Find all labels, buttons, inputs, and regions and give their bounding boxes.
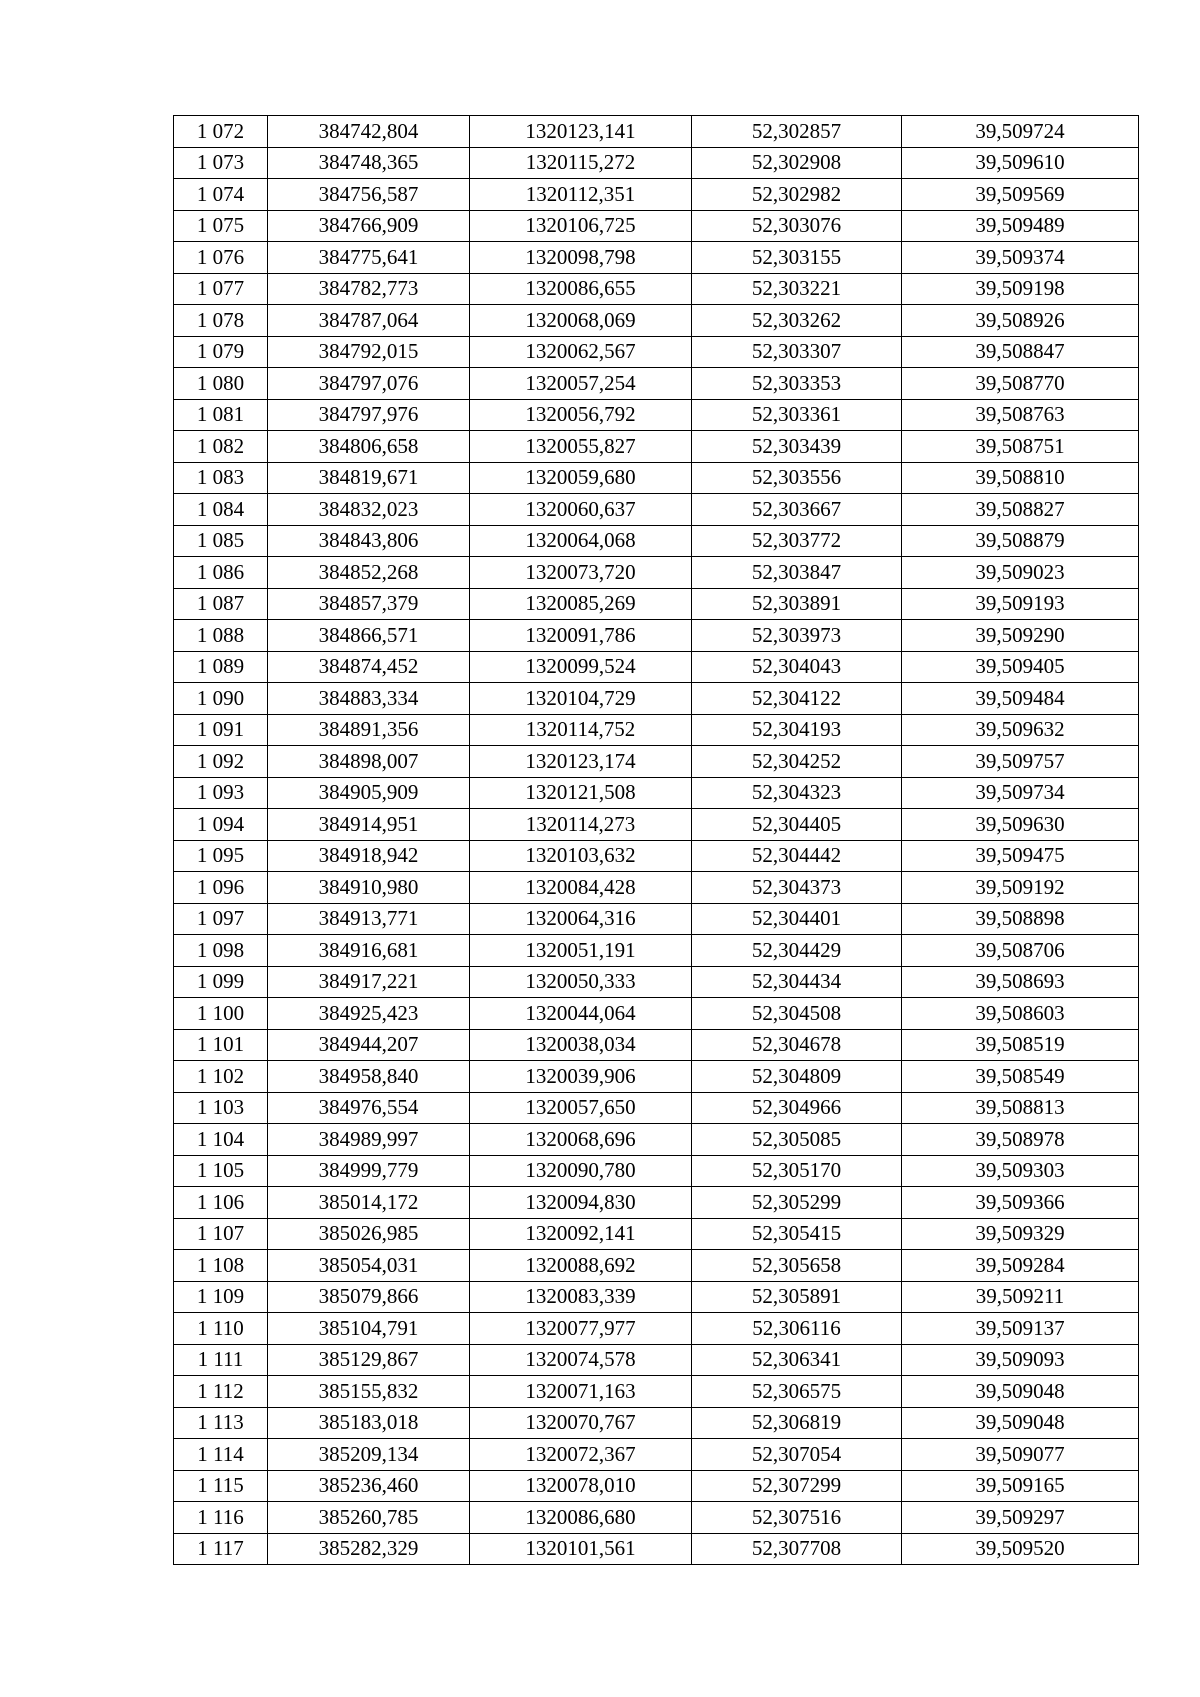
latitude-cell: 52,303262 (692, 305, 902, 337)
latitude-cell: 52,303155 (692, 242, 902, 274)
latitude-cell: 52,303667 (692, 494, 902, 526)
latitude-cell: 52,306341 (692, 1344, 902, 1376)
latitude-cell: 52,305658 (692, 1250, 902, 1282)
point-number-cell: 1 101 (174, 1029, 268, 1061)
latitude-cell: 52,304434 (692, 966, 902, 998)
table-row (174, 1407, 1139, 1439)
point-number-cell: 1 111 (174, 1344, 268, 1376)
latitude-cell: 52,302857 (692, 116, 902, 148)
latitude-cell: 52,304405 (692, 809, 902, 841)
point-number-cell: 1 088 (174, 620, 268, 652)
y-coordinate-cell: 1320101,561 (470, 1533, 692, 1565)
longitude-cell: 39,509297 (902, 1502, 1139, 1534)
point-number-cell: 1 087 (174, 588, 268, 620)
y-coordinate-cell: 1320090,780 (470, 1155, 692, 1187)
y-coordinate-cell: 1320070,767 (470, 1407, 692, 1439)
x-coordinate-cell: 384843,806 (268, 525, 470, 557)
y-coordinate-cell: 1320068,696 (470, 1124, 692, 1156)
point-number-cell: 1 086 (174, 557, 268, 589)
table-row (174, 1533, 1139, 1565)
longitude-cell: 39,509630 (902, 809, 1139, 841)
point-number-cell: 1 108 (174, 1250, 268, 1282)
table-row (174, 588, 1139, 620)
longitude-cell: 39,508847 (902, 336, 1139, 368)
y-coordinate-cell: 1320072,367 (470, 1439, 692, 1471)
latitude-cell: 52,303439 (692, 431, 902, 463)
y-coordinate-cell: 1320050,333 (470, 966, 692, 998)
point-number-cell: 1 103 (174, 1092, 268, 1124)
point-number-cell: 1 084 (174, 494, 268, 526)
table-row (174, 525, 1139, 557)
latitude-cell: 52,305085 (692, 1124, 902, 1156)
longitude-cell: 39,508770 (902, 368, 1139, 400)
y-coordinate-cell: 1320083,339 (470, 1281, 692, 1313)
table-row (174, 872, 1139, 904)
point-number-cell: 1 105 (174, 1155, 268, 1187)
longitude-cell: 39,509569 (902, 179, 1139, 211)
longitude-cell: 39,509048 (902, 1376, 1139, 1408)
point-number-cell: 1 099 (174, 966, 268, 998)
x-coordinate-cell: 384775,641 (268, 242, 470, 274)
point-number-cell: 1 079 (174, 336, 268, 368)
table-row (174, 1061, 1139, 1093)
y-coordinate-cell: 1320051,191 (470, 935, 692, 967)
table-row (174, 714, 1139, 746)
latitude-cell: 52,302982 (692, 179, 902, 211)
longitude-cell: 39,509405 (902, 651, 1139, 683)
latitude-cell: 52,303221 (692, 273, 902, 305)
x-coordinate-cell: 384925,423 (268, 998, 470, 1030)
x-coordinate-cell: 384914,951 (268, 809, 470, 841)
longitude-cell: 39,509023 (902, 557, 1139, 589)
x-coordinate-cell: 385183,018 (268, 1407, 470, 1439)
x-coordinate-cell: 384958,840 (268, 1061, 470, 1093)
point-number-cell: 1 116 (174, 1502, 268, 1534)
longitude-cell: 39,508827 (902, 494, 1139, 526)
latitude-cell: 52,304193 (692, 714, 902, 746)
x-coordinate-cell: 384857,379 (268, 588, 470, 620)
point-number-cell: 1 077 (174, 273, 268, 305)
point-number-cell: 1 096 (174, 872, 268, 904)
latitude-cell: 52,304122 (692, 683, 902, 715)
latitude-cell: 52,304966 (692, 1092, 902, 1124)
y-coordinate-cell: 1320091,786 (470, 620, 692, 652)
longitude-cell: 39,509077 (902, 1439, 1139, 1471)
x-coordinate-cell: 384766,909 (268, 210, 470, 242)
longitude-cell: 39,509192 (902, 872, 1139, 904)
x-coordinate-cell: 384999,779 (268, 1155, 470, 1187)
longitude-cell: 39,509211 (902, 1281, 1139, 1313)
latitude-cell: 52,303307 (692, 336, 902, 368)
table-row (174, 809, 1139, 841)
x-coordinate-cell: 384898,007 (268, 746, 470, 778)
latitude-cell: 52,303556 (692, 462, 902, 494)
x-coordinate-cell: 384918,942 (268, 840, 470, 872)
x-coordinate-cell: 384797,076 (268, 368, 470, 400)
y-coordinate-cell: 1320044,064 (470, 998, 692, 1030)
longitude-cell: 39,509193 (902, 588, 1139, 620)
point-number-cell: 1 073 (174, 147, 268, 179)
table-row (174, 557, 1139, 589)
point-number-cell: 1 078 (174, 305, 268, 337)
x-coordinate-cell: 385026,985 (268, 1218, 470, 1250)
table-row (174, 431, 1139, 463)
table-row (174, 1281, 1139, 1313)
longitude-cell: 39,508810 (902, 462, 1139, 494)
y-coordinate-cell: 1320086,655 (470, 273, 692, 305)
x-coordinate-cell: 384806,658 (268, 431, 470, 463)
x-coordinate-cell: 385155,832 (268, 1376, 470, 1408)
longitude-cell: 39,509724 (902, 116, 1139, 148)
latitude-cell: 52,307516 (692, 1502, 902, 1534)
table-row (174, 683, 1139, 715)
table-row (174, 210, 1139, 242)
point-number-cell: 1 102 (174, 1061, 268, 1093)
longitude-cell: 39,509734 (902, 777, 1139, 809)
latitude-cell: 52,305170 (692, 1155, 902, 1187)
latitude-cell: 52,304043 (692, 651, 902, 683)
table-row (174, 273, 1139, 305)
y-coordinate-cell: 1320123,174 (470, 746, 692, 778)
x-coordinate-cell: 384832,023 (268, 494, 470, 526)
y-coordinate-cell: 1320103,632 (470, 840, 692, 872)
longitude-cell: 39,508813 (902, 1092, 1139, 1124)
point-number-cell: 1 083 (174, 462, 268, 494)
point-number-cell: 1 110 (174, 1313, 268, 1345)
longitude-cell: 39,509048 (902, 1407, 1139, 1439)
longitude-cell: 39,509137 (902, 1313, 1139, 1345)
y-coordinate-cell: 1320064,316 (470, 903, 692, 935)
table-row (174, 179, 1139, 211)
table-row (174, 1187, 1139, 1219)
longitude-cell: 39,509610 (902, 147, 1139, 179)
y-coordinate-cell: 1320085,269 (470, 588, 692, 620)
latitude-cell: 52,303076 (692, 210, 902, 242)
y-coordinate-cell: 1320098,798 (470, 242, 692, 274)
longitude-cell: 39,509290 (902, 620, 1139, 652)
point-number-cell: 1 107 (174, 1218, 268, 1250)
point-number-cell: 1 115 (174, 1470, 268, 1502)
table-row (174, 305, 1139, 337)
table-row (174, 336, 1139, 368)
point-number-cell: 1 109 (174, 1281, 268, 1313)
y-coordinate-cell: 1320064,068 (470, 525, 692, 557)
longitude-cell: 39,508603 (902, 998, 1139, 1030)
longitude-cell: 39,509632 (902, 714, 1139, 746)
coordinates-table (173, 115, 1139, 1565)
point-number-cell: 1 076 (174, 242, 268, 274)
coordinates-table-body (174, 116, 1139, 1565)
point-number-cell: 1 104 (174, 1124, 268, 1156)
point-number-cell: 1 097 (174, 903, 268, 935)
latitude-cell: 52,304442 (692, 840, 902, 872)
y-coordinate-cell: 1320092,141 (470, 1218, 692, 1250)
y-coordinate-cell: 1320123,141 (470, 116, 692, 148)
table-row (174, 494, 1139, 526)
latitude-cell: 52,307299 (692, 1470, 902, 1502)
x-coordinate-cell: 384989,997 (268, 1124, 470, 1156)
table-row (174, 966, 1139, 998)
x-coordinate-cell: 385209,134 (268, 1439, 470, 1471)
point-number-cell: 1 074 (174, 179, 268, 211)
x-coordinate-cell: 384866,571 (268, 620, 470, 652)
x-coordinate-cell: 384756,587 (268, 179, 470, 211)
table-row (174, 998, 1139, 1030)
latitude-cell: 52,304373 (692, 872, 902, 904)
point-number-cell: 1 082 (174, 431, 268, 463)
latitude-cell: 52,306819 (692, 1407, 902, 1439)
point-number-cell: 1 091 (174, 714, 268, 746)
table-row (174, 651, 1139, 683)
y-coordinate-cell: 1320038,034 (470, 1029, 692, 1061)
point-number-cell: 1 113 (174, 1407, 268, 1439)
x-coordinate-cell: 384792,015 (268, 336, 470, 368)
longitude-cell: 39,508898 (902, 903, 1139, 935)
latitude-cell: 52,303891 (692, 588, 902, 620)
y-coordinate-cell: 1320114,273 (470, 809, 692, 841)
point-number-cell: 1 112 (174, 1376, 268, 1408)
y-coordinate-cell: 1320059,680 (470, 462, 692, 494)
latitude-cell: 52,305299 (692, 1187, 902, 1219)
y-coordinate-cell: 1320104,729 (470, 683, 692, 715)
longitude-cell: 39,509520 (902, 1533, 1139, 1565)
y-coordinate-cell: 1320060,637 (470, 494, 692, 526)
longitude-cell: 39,509198 (902, 273, 1139, 305)
table-row (174, 116, 1139, 148)
latitude-cell: 52,302908 (692, 147, 902, 179)
x-coordinate-cell: 384742,804 (268, 116, 470, 148)
point-number-cell: 1 085 (174, 525, 268, 557)
table-row (174, 399, 1139, 431)
table-row (174, 462, 1139, 494)
x-coordinate-cell: 384748,365 (268, 147, 470, 179)
table-row (174, 777, 1139, 809)
latitude-cell: 52,306575 (692, 1376, 902, 1408)
y-coordinate-cell: 1320057,254 (470, 368, 692, 400)
y-coordinate-cell: 1320068,069 (470, 305, 692, 337)
point-number-cell: 1 106 (174, 1187, 268, 1219)
longitude-cell: 39,509303 (902, 1155, 1139, 1187)
y-coordinate-cell: 1320086,680 (470, 1502, 692, 1534)
longitude-cell: 39,508549 (902, 1061, 1139, 1093)
x-coordinate-cell: 385282,329 (268, 1533, 470, 1565)
y-coordinate-cell: 1320115,272 (470, 147, 692, 179)
point-number-cell: 1 072 (174, 116, 268, 148)
longitude-cell: 39,508978 (902, 1124, 1139, 1156)
y-coordinate-cell: 1320094,830 (470, 1187, 692, 1219)
longitude-cell: 39,508751 (902, 431, 1139, 463)
table-row (174, 1092, 1139, 1124)
point-number-cell: 1 089 (174, 651, 268, 683)
point-number-cell: 1 081 (174, 399, 268, 431)
latitude-cell: 52,304508 (692, 998, 902, 1030)
point-number-cell: 1 098 (174, 935, 268, 967)
point-number-cell: 1 100 (174, 998, 268, 1030)
y-coordinate-cell: 1320074,578 (470, 1344, 692, 1376)
table-row (174, 242, 1139, 274)
table-row (174, 935, 1139, 967)
point-number-cell: 1 090 (174, 683, 268, 715)
y-coordinate-cell: 1320084,428 (470, 872, 692, 904)
table-row (174, 620, 1139, 652)
latitude-cell: 52,303772 (692, 525, 902, 557)
x-coordinate-cell: 384917,221 (268, 966, 470, 998)
y-coordinate-cell: 1320055,827 (470, 431, 692, 463)
table-row (174, 1155, 1139, 1187)
latitude-cell: 52,304252 (692, 746, 902, 778)
longitude-cell: 39,508706 (902, 935, 1139, 967)
latitude-cell: 52,303847 (692, 557, 902, 589)
table-row (174, 1470, 1139, 1502)
longitude-cell: 39,509093 (902, 1344, 1139, 1376)
x-coordinate-cell: 384819,671 (268, 462, 470, 494)
x-coordinate-cell: 385236,460 (268, 1470, 470, 1502)
x-coordinate-cell: 384891,356 (268, 714, 470, 746)
point-number-cell: 1 092 (174, 746, 268, 778)
x-coordinate-cell: 384910,980 (268, 872, 470, 904)
latitude-cell: 52,305891 (692, 1281, 902, 1313)
longitude-cell: 39,509374 (902, 242, 1139, 274)
table-row (174, 1439, 1139, 1471)
longitude-cell: 39,509757 (902, 746, 1139, 778)
x-coordinate-cell: 384944,207 (268, 1029, 470, 1061)
longitude-cell: 39,509489 (902, 210, 1139, 242)
x-coordinate-cell: 384916,681 (268, 935, 470, 967)
y-coordinate-cell: 1320112,351 (470, 179, 692, 211)
x-coordinate-cell: 385129,867 (268, 1344, 470, 1376)
x-coordinate-cell: 384782,773 (268, 273, 470, 305)
x-coordinate-cell: 385260,785 (268, 1502, 470, 1534)
latitude-cell: 52,304678 (692, 1029, 902, 1061)
table-row (174, 1344, 1139, 1376)
x-coordinate-cell: 384976,554 (268, 1092, 470, 1124)
latitude-cell: 52,303973 (692, 620, 902, 652)
table-row (174, 368, 1139, 400)
y-coordinate-cell: 1320057,650 (470, 1092, 692, 1124)
point-number-cell: 1 094 (174, 809, 268, 841)
longitude-cell: 39,509484 (902, 683, 1139, 715)
x-coordinate-cell: 385104,791 (268, 1313, 470, 1345)
latitude-cell: 52,304809 (692, 1061, 902, 1093)
y-coordinate-cell: 1320078,010 (470, 1470, 692, 1502)
latitude-cell: 52,307708 (692, 1533, 902, 1565)
latitude-cell: 52,304323 (692, 777, 902, 809)
table-row (174, 1502, 1139, 1534)
table-row (174, 1218, 1139, 1250)
x-coordinate-cell: 385014,172 (268, 1187, 470, 1219)
point-number-cell: 1 117 (174, 1533, 268, 1565)
latitude-cell: 52,303353 (692, 368, 902, 400)
y-coordinate-cell: 1320062,567 (470, 336, 692, 368)
y-coordinate-cell: 1320114,752 (470, 714, 692, 746)
latitude-cell: 52,304401 (692, 903, 902, 935)
x-coordinate-cell: 384787,064 (268, 305, 470, 337)
x-coordinate-cell: 384883,334 (268, 683, 470, 715)
longitude-cell: 39,509165 (902, 1470, 1139, 1502)
table-row (174, 147, 1139, 179)
y-coordinate-cell: 1320073,720 (470, 557, 692, 589)
y-coordinate-cell: 1320099,524 (470, 651, 692, 683)
point-number-cell: 1 075 (174, 210, 268, 242)
longitude-cell: 39,508693 (902, 966, 1139, 998)
table-row (174, 1029, 1139, 1061)
longitude-cell: 39,508763 (902, 399, 1139, 431)
longitude-cell: 39,509329 (902, 1218, 1139, 1250)
x-coordinate-cell: 385054,031 (268, 1250, 470, 1282)
x-coordinate-cell: 384797,976 (268, 399, 470, 431)
y-coordinate-cell: 1320039,906 (470, 1061, 692, 1093)
y-coordinate-cell: 1320056,792 (470, 399, 692, 431)
latitude-cell: 52,306116 (692, 1313, 902, 1345)
point-number-cell: 1 095 (174, 840, 268, 872)
longitude-cell: 39,508926 (902, 305, 1139, 337)
x-coordinate-cell: 384852,268 (268, 557, 470, 589)
table-row (174, 746, 1139, 778)
x-coordinate-cell: 384905,909 (268, 777, 470, 809)
y-coordinate-cell: 1320121,508 (470, 777, 692, 809)
longitude-cell: 39,508879 (902, 525, 1139, 557)
table-row (174, 1124, 1139, 1156)
point-number-cell: 1 114 (174, 1439, 268, 1471)
x-coordinate-cell: 385079,866 (268, 1281, 470, 1313)
table-row (174, 1250, 1139, 1282)
table-row (174, 1376, 1139, 1408)
point-number-cell: 1 080 (174, 368, 268, 400)
longitude-cell: 39,509475 (902, 840, 1139, 872)
longitude-cell: 39,509366 (902, 1187, 1139, 1219)
latitude-cell: 52,303361 (692, 399, 902, 431)
y-coordinate-cell: 1320077,977 (470, 1313, 692, 1345)
x-coordinate-cell: 384874,452 (268, 651, 470, 683)
longitude-cell: 39,509284 (902, 1250, 1139, 1282)
point-number-cell: 1 093 (174, 777, 268, 809)
latitude-cell: 52,305415 (692, 1218, 902, 1250)
y-coordinate-cell: 1320071,163 (470, 1376, 692, 1408)
y-coordinate-cell: 1320088,692 (470, 1250, 692, 1282)
longitude-cell: 39,508519 (902, 1029, 1139, 1061)
table-row (174, 1313, 1139, 1345)
y-coordinate-cell: 1320106,725 (470, 210, 692, 242)
latitude-cell: 52,307054 (692, 1439, 902, 1471)
table-row (174, 903, 1139, 935)
x-coordinate-cell: 384913,771 (268, 903, 470, 935)
latitude-cell: 52,304429 (692, 935, 902, 967)
table-row (174, 840, 1139, 872)
